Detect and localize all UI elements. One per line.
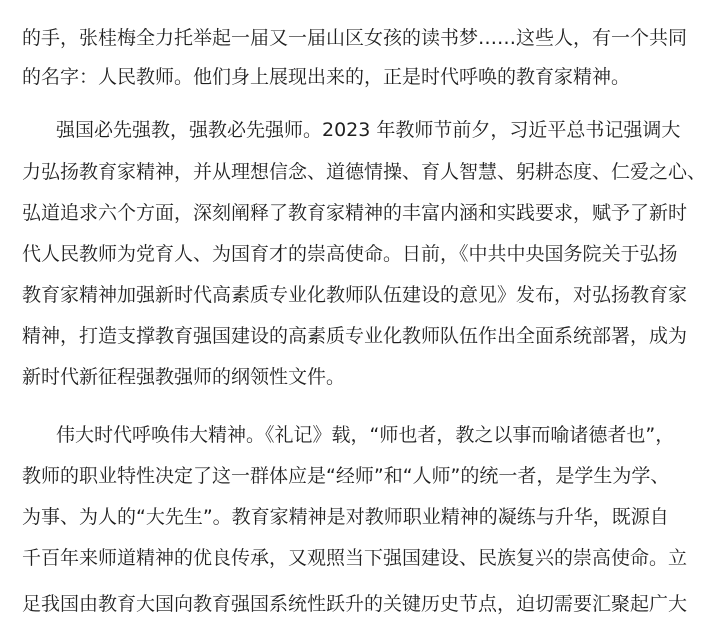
paragraph-first-line: 强国必先强教，强教必先强师。2023 年教师节前夕，习近平总书记强调大: [56, 119, 681, 141]
text-line: 千百年来师道精神的优良传承，又观照当下强国建设、民族复兴的崇高使命。立: [22, 547, 688, 569]
text-line: 的名字：人民教师。他们身上展现出来的，正是时代呼唤的教育家精神。: [22, 66, 631, 88]
text-line: 的手，张桂梅全力托举起一届又一届山区女孩的读书梦……这些人，有一个共同: [22, 27, 688, 49]
text-line: 新时代新征程强教强师的纲领性文件。: [22, 366, 346, 388]
text-line: 为事、为人的“大先生”。教育家精神是对教师职业精神的凝练与升华，既源自: [22, 506, 669, 528]
text-line: 精神，打造支撑教育强国建设的高素质专业化教师队伍作出全面系统部署，成为: [22, 325, 688, 347]
text-line: 足我国由教育大国向教育强国系统性跃升的关键历史节点，迫切需要汇聚起广大: [22, 593, 688, 615]
text-line: 代人民教师为党育人、为国育才的崇高使命。日前，《中共中央国务院关于弘扬: [22, 243, 678, 265]
text-line: 教育家精神加强新时代高素质专业化教师队伍建设的意见》发布，对弘扬教育家: [22, 284, 688, 306]
paragraph-first-line: 伟大时代呼唤伟大精神。《礼记》载，“师也者，教之以事而喻诸德者也”，: [56, 424, 675, 446]
text-line: 力弘扬教育家精神，并从理想信念、道德情操、育人智慧、躬耕态度、仁爱之心、: [22, 161, 706, 183]
text-line: 弘道追求六个方面，深刻阐释了教育家精神的丰富内涵和实践要求，赋予了新时: [22, 202, 688, 224]
text-line: 教师的职业特性决定了这一群体应是“经师”和“人师”的统一者，是学生为学、: [22, 465, 670, 487]
